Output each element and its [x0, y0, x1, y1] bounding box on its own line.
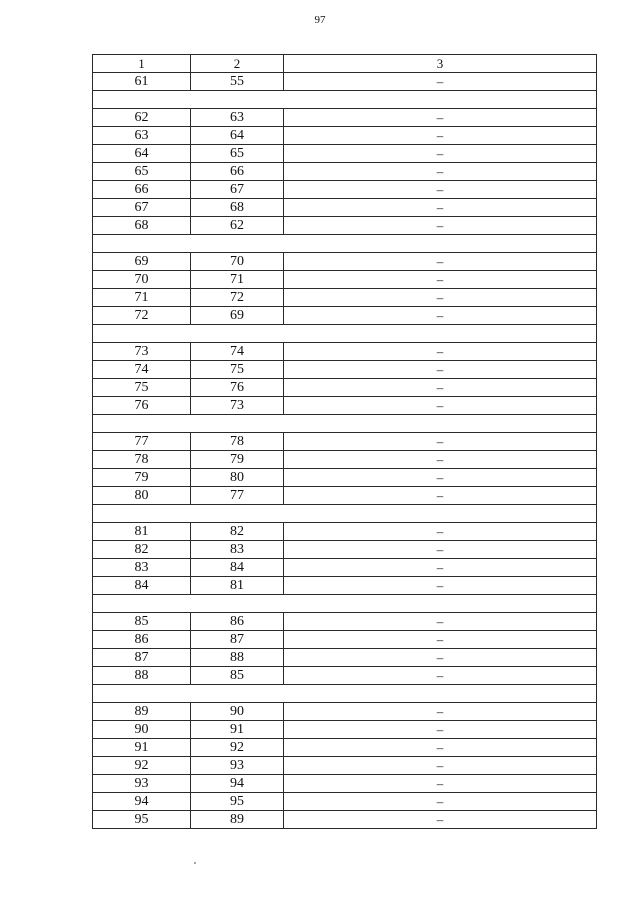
table-cell-col1: 78 [93, 451, 191, 469]
table-cell-col3: – [284, 811, 597, 829]
table-cell-col3: – [284, 145, 597, 163]
table-row [93, 667, 597, 685]
table-row [93, 271, 597, 289]
table-cell-col2: 88 [191, 649, 284, 667]
table-cell-col3: – [284, 451, 597, 469]
table-cell-col1: 79 [93, 469, 191, 487]
table-cell-col1: 85 [93, 613, 191, 631]
table-cell-col1: 67 [93, 199, 191, 217]
group-separator-cell [93, 505, 597, 523]
table-cell-col1: 94 [93, 793, 191, 811]
table-row [93, 109, 597, 127]
table-cell-col2: 84 [191, 559, 284, 577]
table-cell-col2: 65 [191, 145, 284, 163]
table-cell-col3: – [284, 127, 597, 145]
table-cell-col2: 73 [191, 397, 284, 415]
group-separator-cell [93, 595, 597, 613]
page-number: 97 [314, 14, 326, 26]
table-row [93, 163, 597, 181]
table-cell-col1: 61 [93, 73, 191, 91]
table-row [93, 145, 597, 163]
table-cell-col3: – [284, 469, 597, 487]
table-cell-col1: 75 [93, 379, 191, 397]
table-cell-col2: 69 [191, 307, 284, 325]
table-row [93, 559, 597, 577]
table-cell-col1: 83 [93, 559, 191, 577]
table-cell-col3: – [284, 307, 597, 325]
group-separator-cell [93, 235, 597, 253]
table-cell-col2: 87 [191, 631, 284, 649]
table-cell-col2: 90 [191, 703, 284, 721]
table-cell-col1: 66 [93, 181, 191, 199]
table-cell-col3: – [284, 523, 597, 541]
table-cell-col3: – [284, 289, 597, 307]
table-cell-col3: – [284, 217, 597, 235]
table-cell-col3: – [284, 667, 597, 685]
column-header-2: 2 [191, 55, 284, 73]
table-cell-col1: 88 [93, 667, 191, 685]
table-cell-col1: 95 [93, 811, 191, 829]
table-row [93, 289, 597, 307]
table-row [93, 757, 597, 775]
group-separator-row [93, 91, 597, 109]
group-separator-row [93, 685, 597, 703]
table-row [93, 451, 597, 469]
table-cell-col3: – [284, 163, 597, 181]
table-cell-col3: – [284, 361, 597, 379]
table-header-row [93, 55, 597, 73]
table-row [93, 649, 597, 667]
table-cell-col2: 92 [191, 739, 284, 757]
table-cell-col2: 71 [191, 271, 284, 289]
table-cell-col2: 81 [191, 577, 284, 595]
table-cell-col3: – [284, 433, 597, 451]
table-row [93, 379, 597, 397]
table-cell-col1: 91 [93, 739, 191, 757]
table-cell-col3: – [284, 793, 597, 811]
table-cell-col1: 74 [93, 361, 191, 379]
table-cell-col1: 84 [93, 577, 191, 595]
table-cell-col1: 90 [93, 721, 191, 739]
table-row [93, 739, 597, 757]
table-cell-col3: – [284, 487, 597, 505]
table-cell-col2: 78 [191, 433, 284, 451]
table-cell-col2: 74 [191, 343, 284, 361]
table-cell-col3: – [284, 109, 597, 127]
table-cell-col1: 69 [93, 253, 191, 271]
table-cell-col3: – [284, 559, 597, 577]
data-table-body [93, 55, 597, 829]
table-cell-col2: 70 [191, 253, 284, 271]
data-table [92, 54, 597, 829]
table-cell-col2: 68 [191, 199, 284, 217]
table-cell-col3: – [284, 181, 597, 199]
table-cell-col1: 82 [93, 541, 191, 559]
column-header-3: 3 [284, 55, 597, 73]
table-cell-col3: – [284, 397, 597, 415]
column-header-1: 1 [93, 55, 191, 73]
table-cell-col2: 66 [191, 163, 284, 181]
table-cell-col2: 79 [191, 451, 284, 469]
table-cell-col1: 73 [93, 343, 191, 361]
table-row [93, 127, 597, 145]
table-cell-col3: – [284, 343, 597, 361]
table-row [93, 199, 597, 217]
table-cell-col2: 55 [191, 73, 284, 91]
table-cell-col2: 82 [191, 523, 284, 541]
group-separator-row [93, 325, 597, 343]
table-cell-col2: 64 [191, 127, 284, 145]
table-cell-col3: – [284, 541, 597, 559]
table-cell-col1: 72 [93, 307, 191, 325]
table-row [93, 217, 597, 235]
table-cell-col2: 76 [191, 379, 284, 397]
table-cell-col3: – [284, 379, 597, 397]
group-separator-cell [93, 685, 597, 703]
table-cell-col2: 77 [191, 487, 284, 505]
table-row [93, 181, 597, 199]
table-cell-col1: 62 [93, 109, 191, 127]
table-cell-col2: 94 [191, 775, 284, 793]
table-cell-col3: – [284, 199, 597, 217]
table-cell-col1: 86 [93, 631, 191, 649]
table-row [93, 361, 597, 379]
group-separator-row [93, 595, 597, 613]
table-cell-col1: 89 [93, 703, 191, 721]
table-cell-col2: 72 [191, 289, 284, 307]
table-cell-col3: – [284, 703, 597, 721]
table-row [93, 613, 597, 631]
table-cell-col1: 68 [93, 217, 191, 235]
table-row [93, 631, 597, 649]
table-cell-col3: – [284, 757, 597, 775]
table-cell-col2: 86 [191, 613, 284, 631]
group-separator-row [93, 235, 597, 253]
table-cell-col1: 92 [93, 757, 191, 775]
table-cell-col2: 67 [191, 181, 284, 199]
table-cell-col2: 93 [191, 757, 284, 775]
table-cell-col2: 89 [191, 811, 284, 829]
group-separator-row [93, 505, 597, 523]
table-row [93, 73, 597, 91]
table-cell-col1: 63 [93, 127, 191, 145]
table-cell-col3: – [284, 775, 597, 793]
table-cell-col3: – [284, 631, 597, 649]
table-cell-col3: – [284, 577, 597, 595]
table-cell-col1: 81 [93, 523, 191, 541]
table-cell-col3: – [284, 613, 597, 631]
group-separator-cell [93, 91, 597, 109]
table-cell-col2: 80 [191, 469, 284, 487]
table-cell-col2: 63 [191, 109, 284, 127]
group-separator-cell [93, 415, 597, 433]
table-cell-col1: 77 [93, 433, 191, 451]
table-cell-col2: 62 [191, 217, 284, 235]
table-row [93, 343, 597, 361]
group-separator-cell [93, 325, 597, 343]
table-row [93, 775, 597, 793]
data-table-container [92, 54, 596, 829]
table-row [93, 811, 597, 829]
table-cell-col1: 64 [93, 145, 191, 163]
table-cell-col3: – [284, 649, 597, 667]
table-row [93, 793, 597, 811]
table-cell-col1: 70 [93, 271, 191, 289]
table-row [93, 703, 597, 721]
table-cell-col3: – [284, 739, 597, 757]
table-row [93, 307, 597, 325]
table-cell-col3: – [284, 73, 597, 91]
table-cell-col3: – [284, 271, 597, 289]
table-cell-col3: – [284, 253, 597, 271]
table-cell-col1: 65 [93, 163, 191, 181]
stray-mark [194, 862, 196, 864]
group-separator-row [93, 415, 597, 433]
table-row [93, 469, 597, 487]
table-cell-col1: 87 [93, 649, 191, 667]
table-cell-col1: 76 [93, 397, 191, 415]
table-cell-col2: 91 [191, 721, 284, 739]
table-row [93, 397, 597, 415]
table-cell-col2: 85 [191, 667, 284, 685]
table-row [93, 721, 597, 739]
table-cell-col1: 80 [93, 487, 191, 505]
table-cell-col2: 95 [191, 793, 284, 811]
table-row [93, 523, 597, 541]
table-cell-col1: 71 [93, 289, 191, 307]
table-cell-col2: 83 [191, 541, 284, 559]
table-row [93, 577, 597, 595]
table-row [93, 541, 597, 559]
table-cell-col1: 93 [93, 775, 191, 793]
table-row [93, 433, 597, 451]
table-row [93, 253, 597, 271]
table-row [93, 487, 597, 505]
table-cell-col3: – [284, 721, 597, 739]
table-cell-col2: 75 [191, 361, 284, 379]
